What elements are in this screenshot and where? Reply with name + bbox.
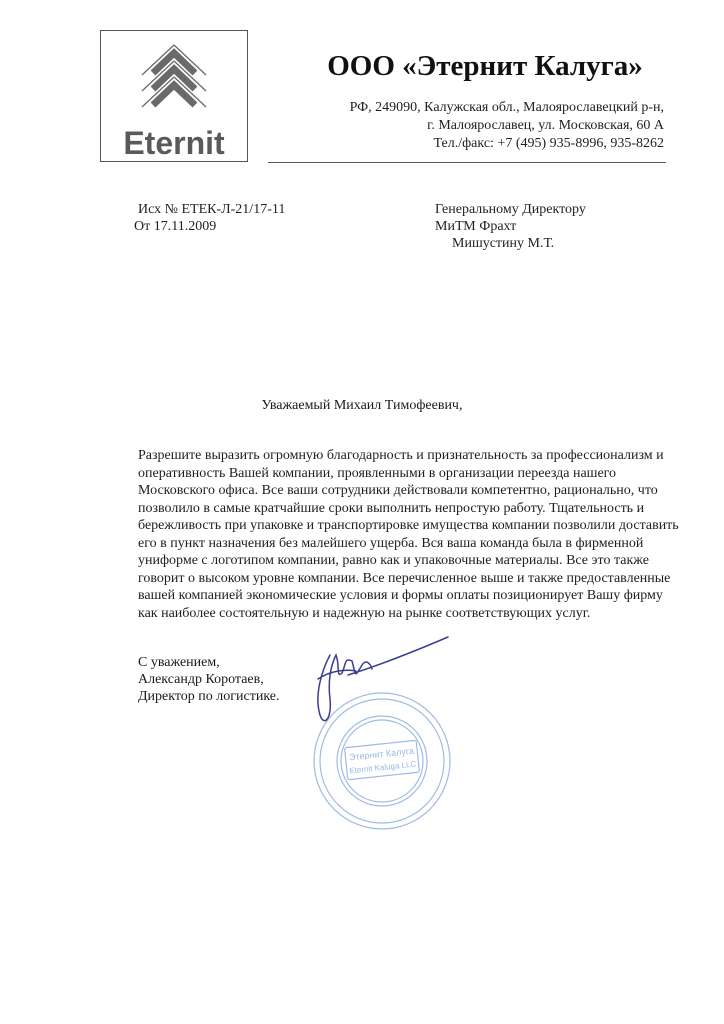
stamp-text: Этернит Калуга xyxy=(348,745,415,763)
company-logo xyxy=(100,30,248,162)
body-line: Московского офиса. Все ваши сотрудники действовали компетентно, рационально, что xyxy=(138,483,658,498)
greeting: Уважаемый Михаил Тимофеевич, xyxy=(261,398,463,413)
body-line: униформе с логотипом компании, равно как и упаковочные материалы. Все это также xyxy=(138,553,649,568)
address-line: г. Малоярославец, ул. Московская, 60 А xyxy=(427,118,664,133)
letter-body xyxy=(138,447,698,622)
closing-line: Директор по логистике. xyxy=(138,689,280,704)
logo-brand-text: Eternit xyxy=(123,125,225,161)
body-line: позволило в самые кратчайшие сроки выполнить непростую работу. Тщательность и xyxy=(138,500,645,516)
body-line: его в пункт назначения без малейшего ущерба. Вся ваша команда была в фирменной xyxy=(138,535,644,551)
body-line: Разрешите выразить огромную благодарность и признательность за профессионализм и xyxy=(138,448,664,463)
recipient-line: Мишустину М.Т. xyxy=(452,236,555,251)
recipient-line: Генеральному Директору xyxy=(435,202,586,217)
body-line: вашей компанией экономические условия и формы оплаты позиционирует Вашу фирму xyxy=(138,588,663,603)
outgoing-number: Исх № ЕТЕК-Л-21/17-11 xyxy=(138,202,286,217)
letter-date: От 17.11.2009 xyxy=(134,219,217,234)
body-line: оперативность Вашей компании, проявленными в организации переезда нашего xyxy=(138,465,617,481)
eternit-logo-mark-icon xyxy=(101,31,247,127)
closing-line: Александр Коротаев, xyxy=(138,672,264,687)
company-name: ООО «Этернит Калуга» xyxy=(327,50,643,82)
header-divider xyxy=(268,162,666,163)
closing-line: С уважением, xyxy=(138,655,220,670)
body-line: бережливость при упаковке и транспортировке имущества компании позволили доставить xyxy=(138,518,679,533)
recipient-line: МиТМ Фрахт xyxy=(435,219,517,234)
address-line: РФ, 249090, Калужская обл., Малоярославецкий р-н, xyxy=(349,100,664,115)
body-line: как наиболее состоятельную и надежную на рынке соответствующих услуг. xyxy=(138,605,591,621)
company-stamp xyxy=(300,635,460,835)
body-line: говорит о высоком уровне компании. Все перечисленное выше и также предоставленные xyxy=(138,570,671,586)
stamp-text: Eternit Kaluga LLC xyxy=(348,759,417,776)
address-line: Тел./факс: +7 (495) 935-8996, 935-8262 xyxy=(433,136,664,151)
